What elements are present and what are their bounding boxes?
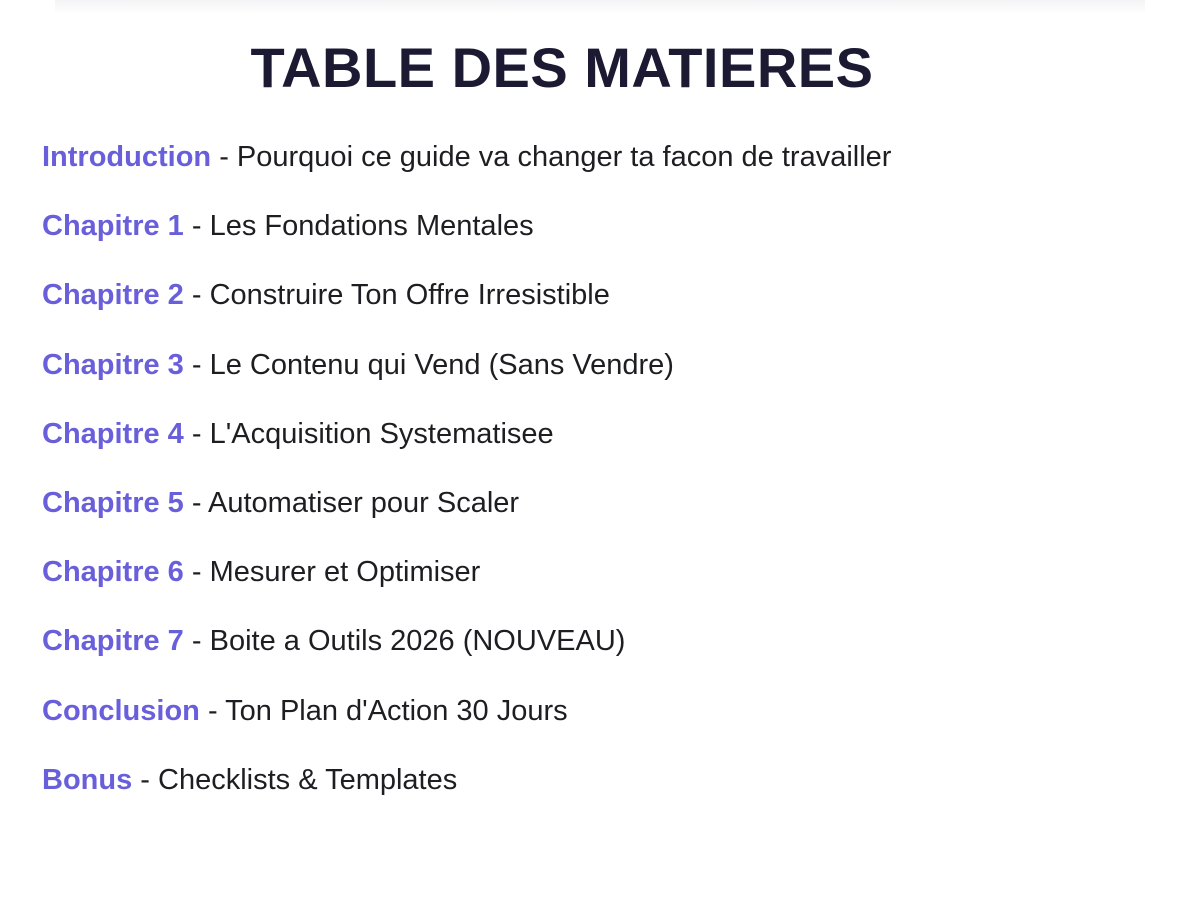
toc-entry-chapitre-1 — [42, 206, 891, 275]
toc-entry-separator: - — [183, 556, 210, 589]
toc-entry-label: Chapitre 1 — [42, 210, 184, 243]
toc-entry-title: Pourquoi ce guide va changer ta facon de travailler — [236, 141, 892, 173]
toc-entry-title: Le Contenu qui Vend (Sans Vendre) — [209, 348, 674, 381]
table-of-contents — [42, 137, 891, 829]
toc-entry-title: Les Fondations Mentales — [209, 210, 534, 243]
toc-entry-chapitre-6 — [42, 552, 891, 621]
page-title: TABLE DES MATIERES — [250, 36, 874, 99]
toc-entry-introduction — [42, 137, 891, 206]
toc-entry-conclusion — [42, 691, 891, 760]
toc-entry-label: Chapitre 3 — [42, 348, 184, 381]
toc-entry-label: Bonus — [42, 763, 133, 796]
toc-entry-separator: - — [183, 348, 210, 381]
toc-entry-label: Chapitre 5 — [42, 486, 184, 519]
toc-entry-chapitre-7 — [42, 621, 891, 690]
toc-entry-chapitre-4 — [42, 414, 891, 483]
toc-entry-separator: - — [183, 625, 210, 658]
toc-entry-title: L'Acquisition Systematisee — [209, 417, 554, 450]
toc-entry-title: Construire Ton Offre Irresistible — [209, 279, 610, 312]
toc-entry-label: Chapitre 2 — [42, 279, 184, 312]
toc-entry-title: Automatiser pour Scaler — [208, 486, 520, 519]
toc-entry-separator: - — [132, 763, 158, 796]
toc-entry-chapitre-3 — [42, 345, 891, 414]
toc-entry-chapitre-2 — [42, 275, 891, 344]
toc-entry-label: Conclusion — [42, 694, 200, 727]
toc-entry-label: Chapitre 6 — [42, 556, 184, 589]
toc-entry-bonus — [42, 760, 891, 829]
top-divider — [55, 0, 1145, 14]
toc-entry-label: Introduction — [42, 141, 212, 173]
toc-entry-title: Boite a Outils 2026 (NOUVEAU) — [209, 625, 626, 658]
toc-entry-separator: - — [183, 279, 210, 312]
toc-entry-separator: - — [199, 694, 226, 727]
toc-entry-label: Chapitre 7 — [42, 625, 184, 658]
toc-entry-label: Chapitre 4 — [42, 417, 184, 450]
toc-entry-chapitre-5 — [42, 483, 891, 552]
toc-entry-separator: - — [183, 486, 208, 519]
toc-entry-title: Checklists & Templates — [158, 763, 458, 796]
toc-entry-title: Mesurer et Optimiser — [209, 556, 481, 589]
toc-entry-separator: - — [183, 417, 210, 450]
toc-entry-title: Ton Plan d'Action 30 Jours — [225, 694, 568, 727]
toc-entry-separator: - — [211, 141, 237, 173]
toc-entry-separator: - — [183, 210, 210, 243]
